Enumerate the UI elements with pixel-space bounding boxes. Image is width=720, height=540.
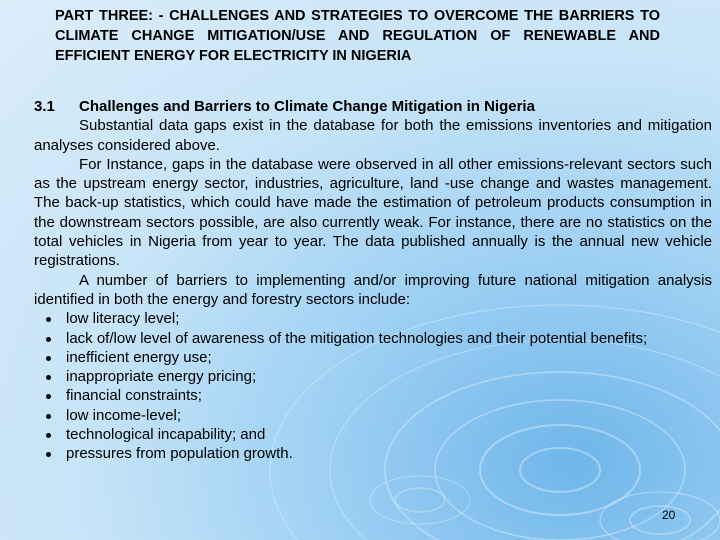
section-title: Challenges and Barriers to Climate Change Mitigation in Nigeria: [79, 98, 535, 115]
slide-heading: PART THREE: - CHALLENGES AND STRATEGIES TO OVERCOME THE BARRIERS TO CLIMATE CHANGE MITIGATION/USE AND REGULATION OF RENEWABLE AND EFFICIENT ENERGY FOR ELECTRICITY IN NIGERIA: [55, 8, 660, 64]
section-number: 3.1: [34, 98, 55, 115]
list-item: low income-level;: [34, 406, 712, 425]
list-item: pressures from population growth.: [34, 444, 712, 463]
paragraph-instance: For Instance, gaps in the database were observed in all other emissions-relevant sectors such as the upstream energy sector, industries, agriculture, land -use change and wastes management. The back-up statistics, which could have made the estimation of petroleum products consumption in the downstream sectors possible, are also currently weak. For instance, there are no statistics on the total vehicles in Nigeria from year to year. The data published annually is the annual new vehicle registrations.: [34, 155, 712, 270]
page-number: 20: [662, 508, 676, 522]
list-item: financial constraints;: [34, 386, 712, 405]
paragraph-data-gaps: Substantial data gaps exist in the database for both the emissions inventories and mitigation analyses considered above.: [34, 117, 712, 154]
barrier-list: [34, 309, 712, 463]
list-item: lack of/low level of awareness of the mitigation technologies and their potential benefits;: [34, 329, 712, 348]
paragraph-barriers: A number of barriers to implementing and/or improving future national mitigation analysis identified in both the energy and forestry sectors include:: [34, 271, 712, 308]
section-title-row: [34, 97, 712, 116]
list-item: technological incapability; and: [34, 425, 712, 444]
slide-body: [34, 97, 712, 464]
list-item: low literacy level;: [34, 309, 712, 328]
list-item: inefficient energy use;: [34, 348, 712, 367]
list-item: inappropriate energy pricing;: [34, 367, 712, 386]
